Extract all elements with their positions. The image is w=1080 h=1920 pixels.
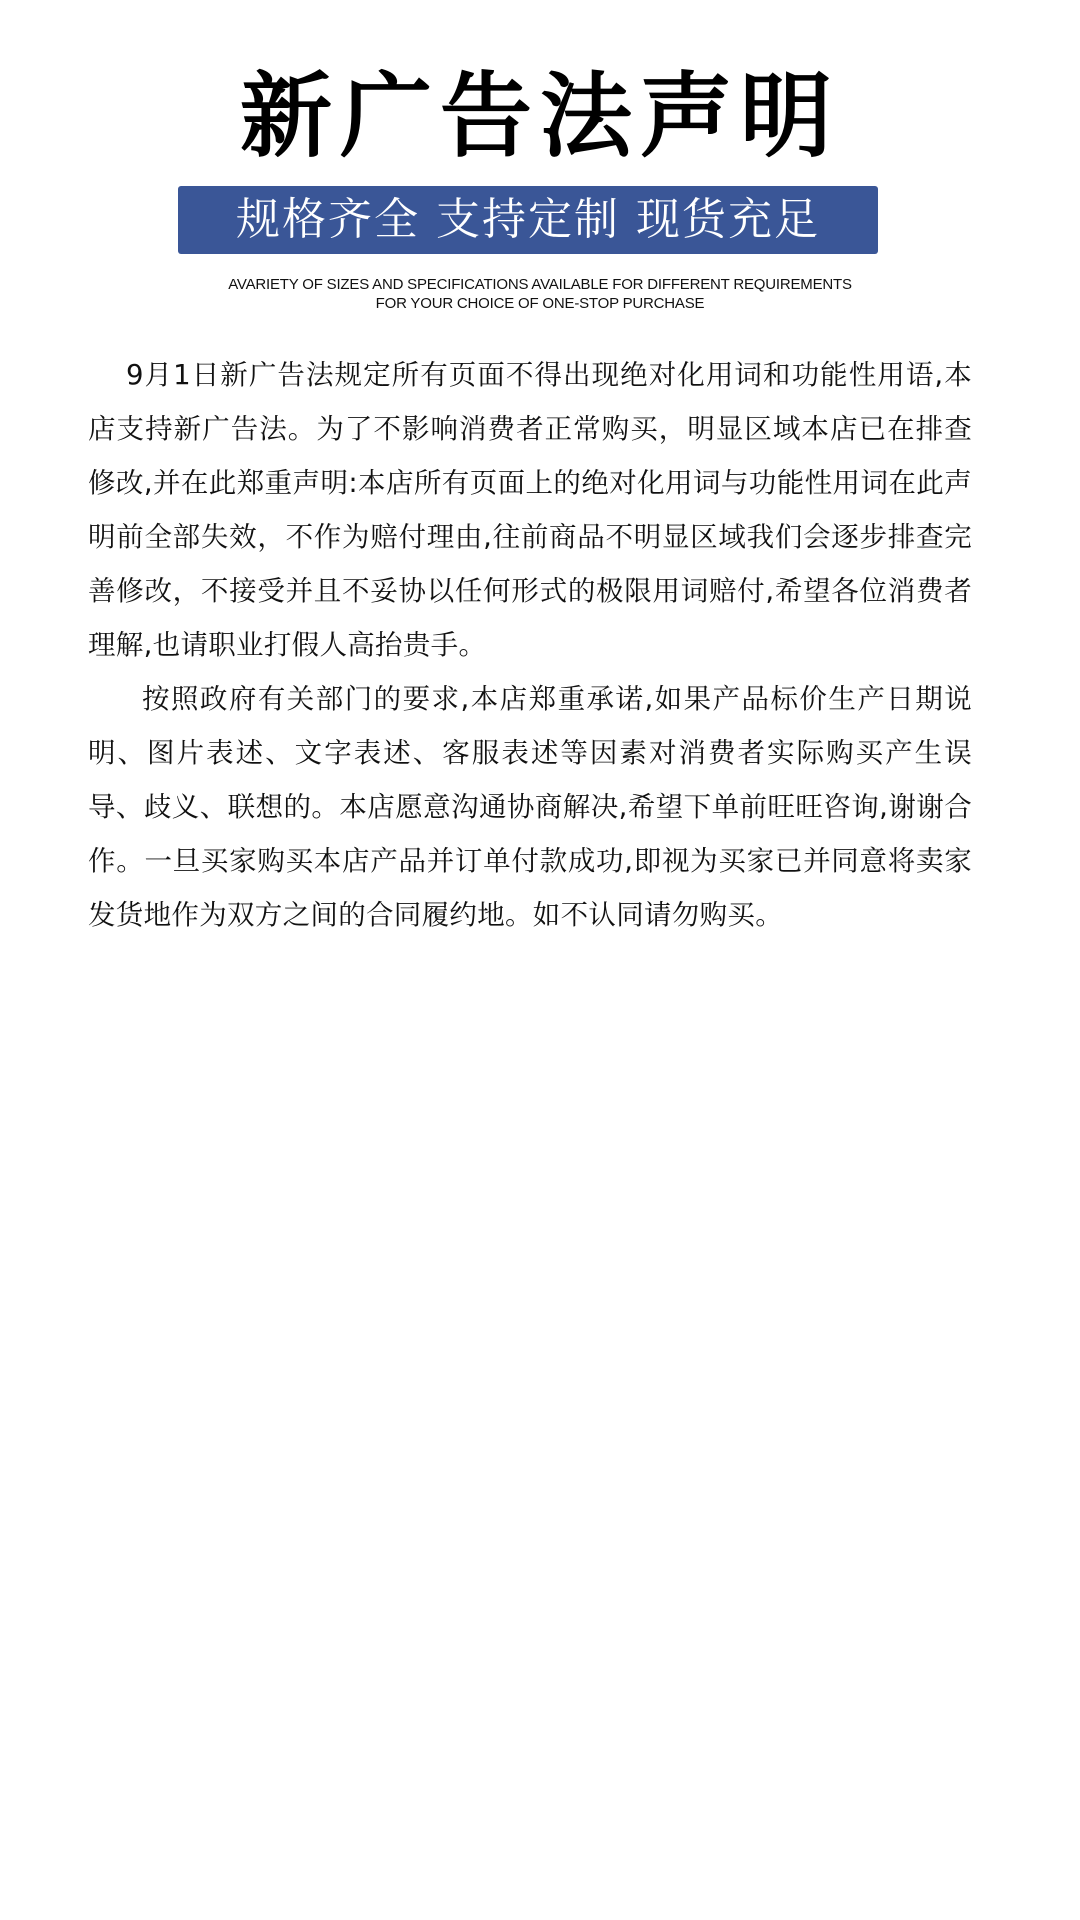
paragraph-1: 9月1日新广告法规定所有页面不得出现绝对化用词和功能性用语,本店支持新广告法。为了不影响消费者正常购买，明显区域本店已在排查修改,并在此郑重声明:本店所有页面上的绝对化用词与功能性用词在此声明前全部失效，不作为赔付理由,往前商品不明显区域我们会逐步排查完善修改，不接受并且不妥协以任何形式的极限用词赔付,希望各位消费者理解,也请职业打假人高抬贵手。 (88, 359, 972, 661)
paragraph-2: 按照政府有关部门的要求,本店郑重承诺,如果产品标价生产日期说明、图片表述、文字表述、客服表述等因素对消费者实际购买产生误导、歧义、联想的。本店愿意沟通协商解决,希望下单前旺旺咨询,谢谢合作。一旦买家购买本店产品并订单付款成功,即视为买家已并同意将卖家发货地作为双方之间的合同履约地。如不认同请勿购买。 (88, 683, 972, 931)
statement-body (88, 348, 972, 942)
subtitle-line-2: FOR YOUR CHOICE OF ONE-STOP PURCHASE (375, 295, 705, 312)
banner (178, 186, 878, 254)
banner-text: 规格齐全 支持定制 现货充足 (236, 194, 820, 245)
subtitle-line-1: AVARIETY OF SIZES AND SPECIFICATIONS AVAILABLE FOR DIFFERENT REQUIREMENTS (228, 276, 852, 293)
page-title: 新广告法声明 (239, 63, 840, 170)
